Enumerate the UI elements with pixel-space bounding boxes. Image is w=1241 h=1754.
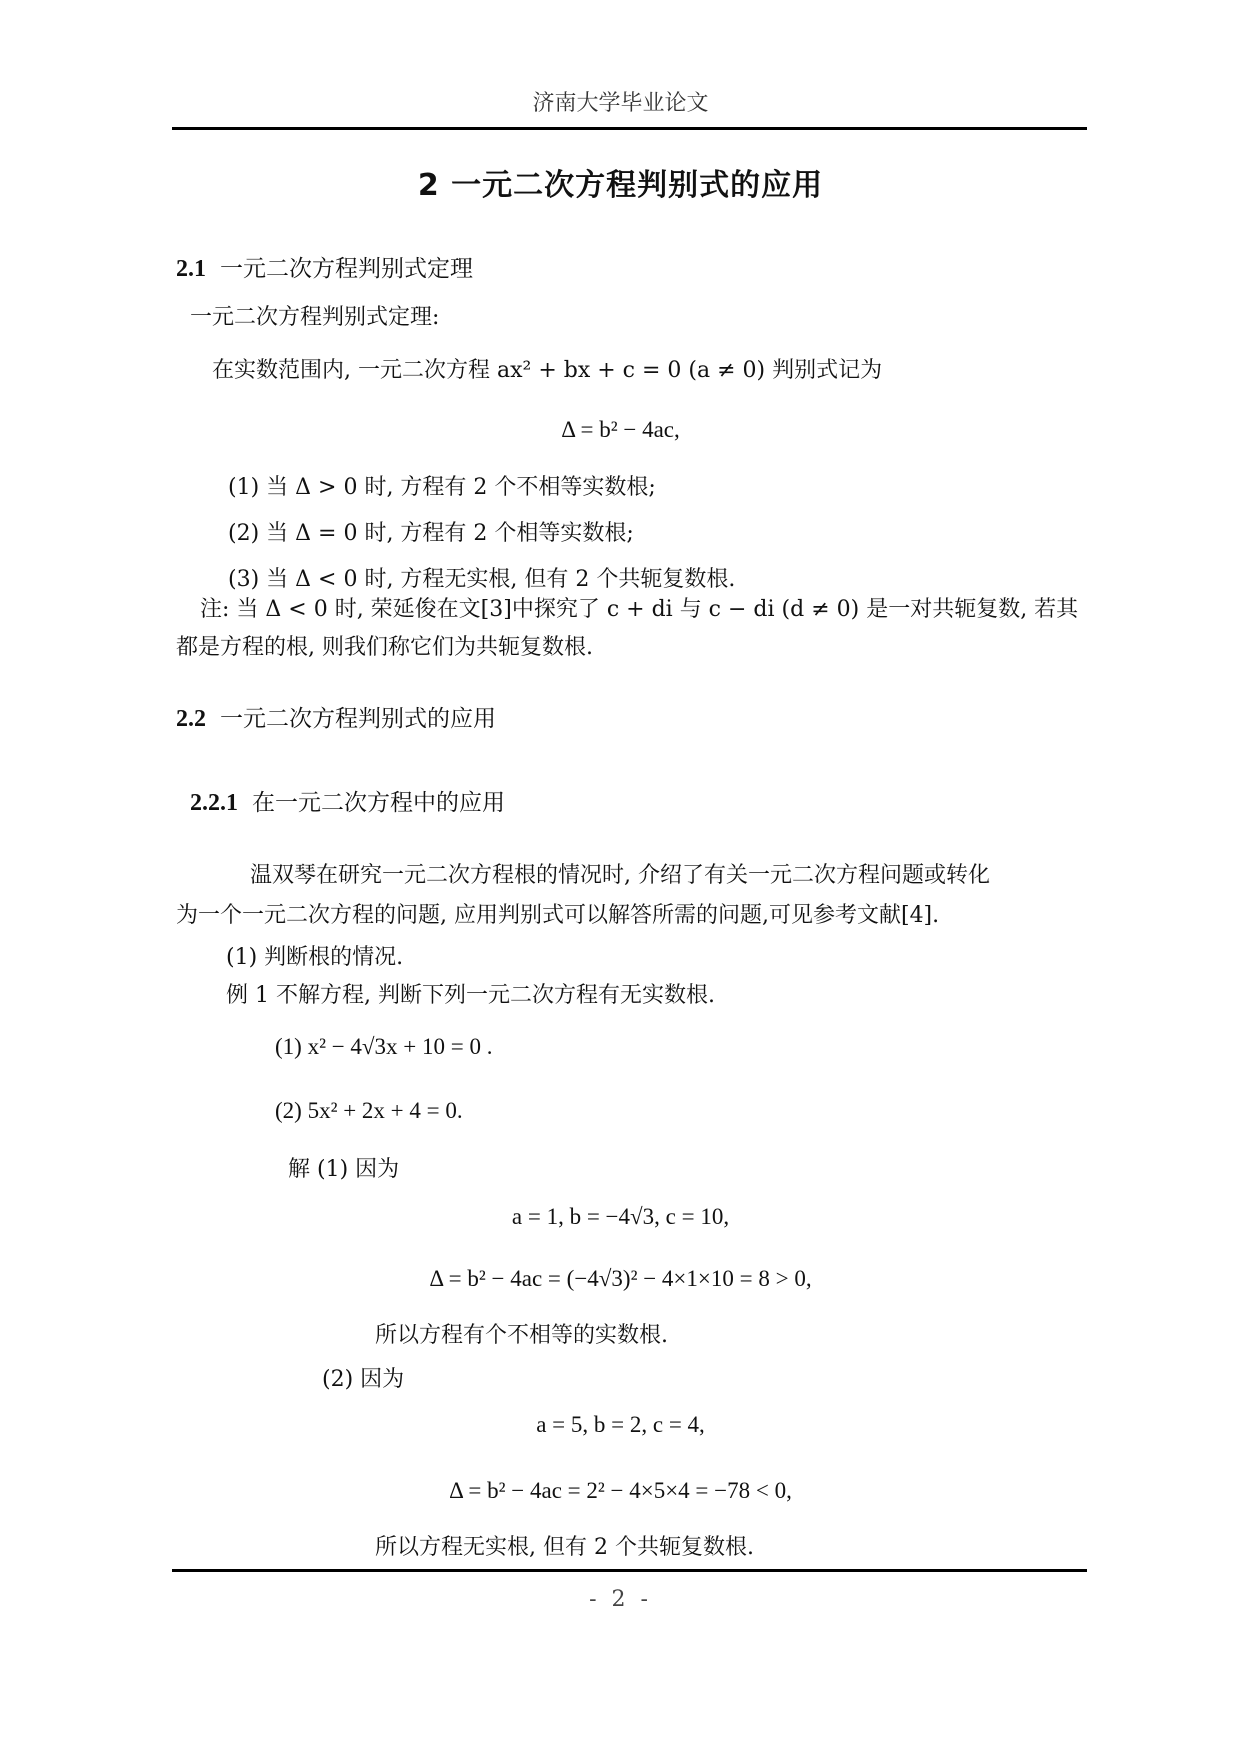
running-header: 济南大学毕业论文 (532, 91, 709, 116)
section-title: 在一元二次方程中的应用 (252, 790, 505, 816)
chapter-title: 2 一元二次方程判别式的应用 (417, 168, 824, 203)
theorem-intro: 一元二次方程判别式定理: (190, 305, 440, 330)
theorem-statement: 在实数范围内, 一元二次方程 ax² + bx + c = 0 (a ≠ 0) 判别式记为 (212, 358, 883, 383)
paragraph-line-2: 为一个一元二次方程的问题, 应用判别式可以解答所需的问题,可见参考文献[4]. (176, 903, 940, 928)
section-number: 2.1 (176, 256, 206, 282)
discriminant-formula: Δ = b² − 4ac, (561, 417, 680, 442)
section-title: 一元二次方程判别式定理 (220, 256, 473, 282)
solution-2-conclusion: 所以方程无实根, 但有 2 个共轭复数根. (375, 1535, 754, 1560)
case-2: (2) 当 Δ = 0 时, 方程有 2 个相等实数根; (228, 521, 634, 546)
section-2-2-heading (176, 700, 496, 733)
solution-2-discriminant: Δ = b² − 4ac = 2² − 4×5×4 = −78 < 0, (449, 1478, 792, 1503)
solution-1-conclusion: 所以方程有个不相等的实数根. (375, 1323, 668, 1348)
section-number: 2.2.1 (190, 790, 238, 816)
solution-1-coefficients: a = 1, b = −4√3, c = 10, (511, 1204, 730, 1229)
example-1: 例 1 不解方程, 判断下列一元二次方程有无实数根. (226, 983, 715, 1008)
page-number: - 2 - (589, 1587, 652, 1612)
section-number: 2.2 (176, 706, 206, 732)
solution-2-coefficients: a = 5, b = 2, c = 4, (536, 1412, 705, 1437)
equation-1: (1) x² − 4√3x + 10 = 0 . (275, 1034, 493, 1059)
solution-2-intro: (2) 因为 (322, 1367, 405, 1392)
case-1: (1) 当 Δ > 0 时, 方程有 2 个不相等实数根; (228, 475, 656, 500)
section-2-1-heading (176, 250, 473, 283)
note-line-1: 注: 当 Δ < 0 时, 荣延俊在文[3]中探究了 c + di 与 c − di (d ≠ 0) 是一对共轭复数, 若其 (200, 597, 1079, 622)
solution-intro: 解 (1) 因为 (288, 1157, 400, 1182)
case-3: (3) 当 Δ < 0 时, 方程无实根, 但有 2 个共轭复数根. (228, 567, 736, 592)
solution-1-discriminant: Δ = b² − 4ac = (−4√3)² − 4×1×10 = 8 > 0, (429, 1266, 812, 1291)
paragraph-line-1: 温双琴在研究一元二次方程根的情况时, 介绍了有关一元二次方程问题或转化 (250, 863, 990, 888)
note-line-2: 都是方程的根, 则我们称它们为共轭复数根. (176, 635, 593, 660)
equation-2: (2) 5x² + 2x + 4 = 0. (275, 1098, 463, 1123)
section-title: 一元二次方程判别式的应用 (220, 706, 496, 732)
section-2-2-1-heading (190, 784, 505, 817)
header-rule (172, 127, 1087, 130)
footer-rule (172, 1569, 1087, 1572)
item-judge-roots: (1) 判断根的情况. (226, 945, 404, 970)
